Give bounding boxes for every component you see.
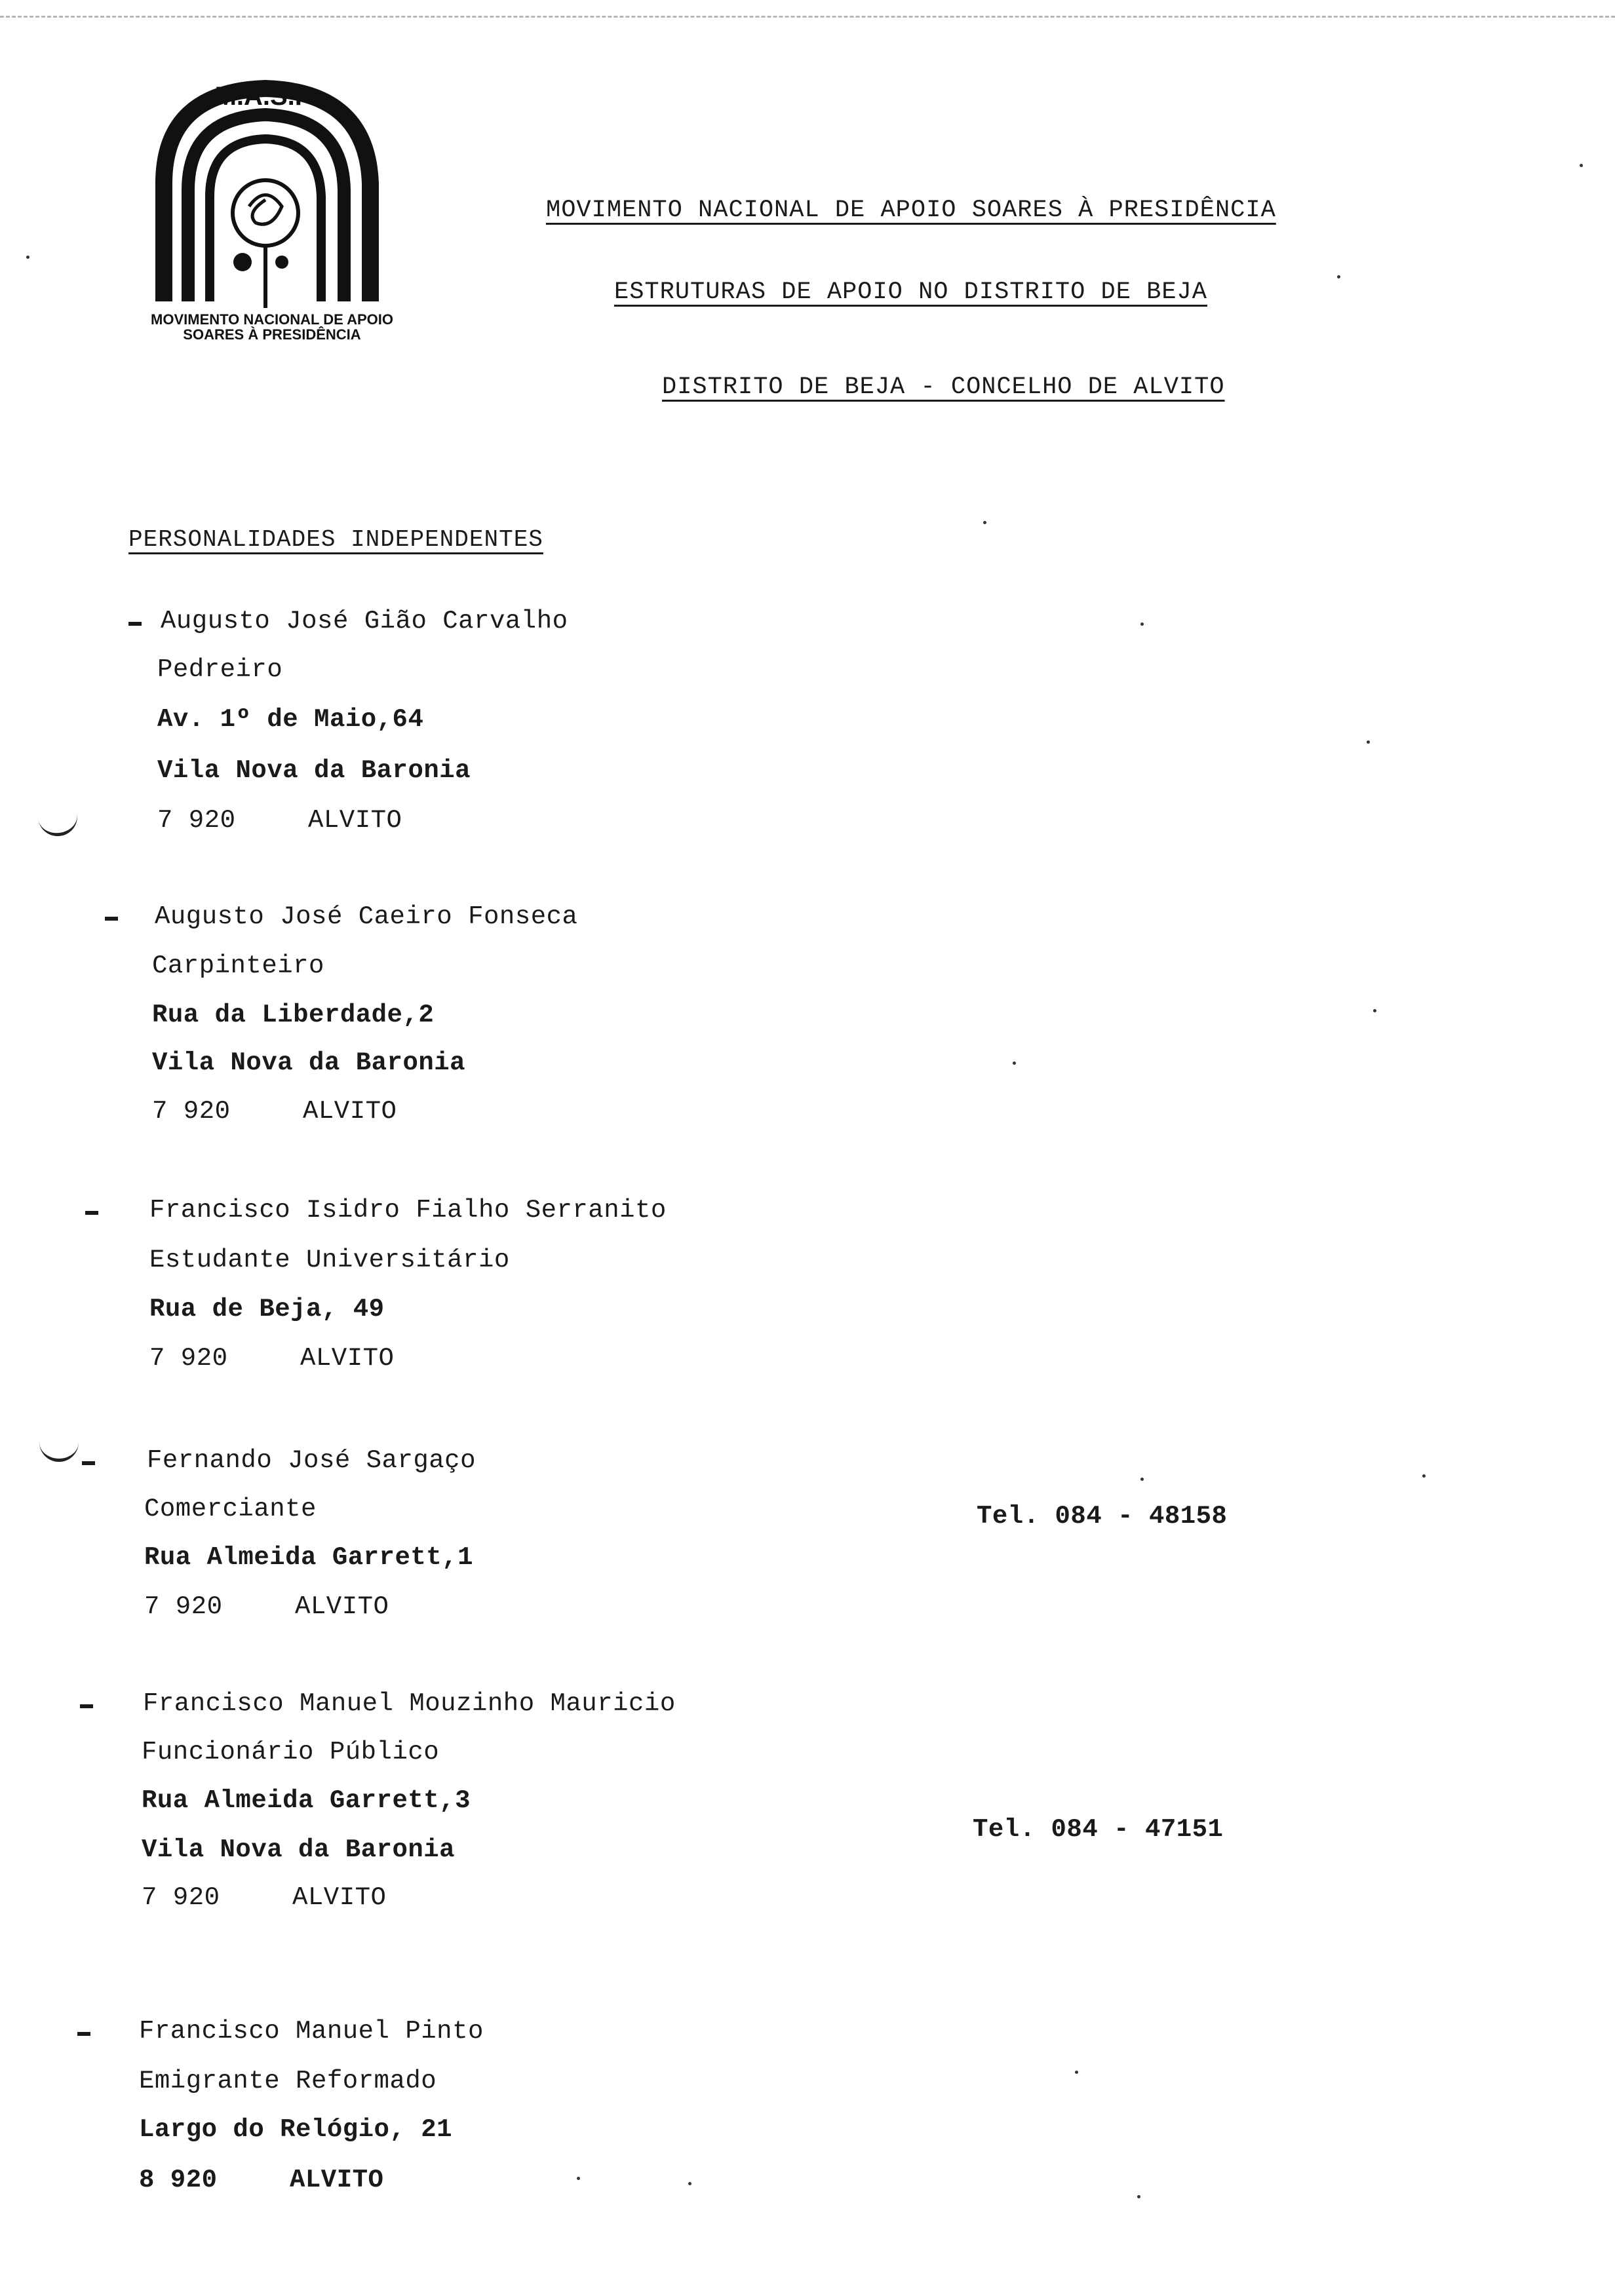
district-heading: DISTRITO DE BEJA - CONCELHO DE ALVITO bbox=[662, 373, 1225, 401]
entry-postal-code: 7 920 bbox=[144, 1592, 223, 1621]
entry-town: ALVITO bbox=[308, 806, 402, 835]
masp-logo bbox=[115, 66, 442, 341]
pen-mark bbox=[38, 813, 80, 839]
logo-text-line2: SOARES À PRESIDÊNCIA bbox=[183, 326, 361, 341]
entry-postal bbox=[139, 2166, 383, 2194]
entry-dash bbox=[82, 1461, 95, 1465]
section-title: PERSONALIDADES INDEPENDENTES bbox=[128, 526, 543, 553]
entry-dash bbox=[128, 622, 142, 626]
entry-postal-code: 8 920 bbox=[139, 2166, 218, 2194]
entry-address: Rua Almeida Garrett,1 bbox=[144, 1543, 473, 1572]
entry-town: ALVITO bbox=[300, 1344, 395, 1373]
entry-dash bbox=[105, 917, 118, 921]
entry-address: Rua da Liberdade,2 bbox=[152, 1001, 435, 1029]
logo-text-line1: MOVIMENTO NACIONAL DE APOIO bbox=[151, 311, 393, 328]
entry-locality: Vila Nova da Baronia bbox=[142, 1835, 456, 1864]
logo-acronym: M.A.S.P. bbox=[214, 82, 317, 111]
entry-address: Av. 1º de Maio,64 bbox=[157, 705, 424, 734]
entry-occupation: Pedreiro bbox=[157, 655, 283, 684]
entry-postal-code: 7 920 bbox=[152, 1097, 231, 1126]
entry-occupation: Comerciante bbox=[144, 1495, 317, 1523]
entry-phone: Tel. 084 - 47151 bbox=[973, 1815, 1224, 1844]
entry-name: Fernando José Sargaço bbox=[147, 1446, 476, 1475]
document-subtitle: ESTRUTURAS DE APOIO NO DISTRITO DE BEJA bbox=[614, 278, 1207, 306]
entry-town: ALVITO bbox=[290, 2166, 384, 2194]
entry-occupation: Emigrante Reformado bbox=[139, 2067, 437, 2095]
entry-dash bbox=[85, 1211, 98, 1215]
entry-occupation: Funcionário Público bbox=[142, 1738, 440, 1767]
masp-logo-graphic bbox=[115, 66, 442, 341]
entry-locality: Vila Nova da Baronia bbox=[157, 756, 471, 785]
entry-name: Francisco Isidro Fialho Serranito bbox=[149, 1196, 667, 1225]
entry-postal-code: 7 920 bbox=[149, 1344, 228, 1373]
entry-town: ALVITO bbox=[292, 1883, 387, 1912]
entry-postal bbox=[144, 1592, 389, 1621]
entry-phone: Tel. 084 - 48158 bbox=[977, 1502, 1228, 1531]
entry-postal bbox=[149, 1344, 394, 1373]
entry-occupation: Carpinteiro bbox=[152, 951, 324, 980]
entry-dash bbox=[77, 2032, 90, 2036]
entry-postal bbox=[152, 1097, 397, 1126]
entry-postal bbox=[157, 806, 402, 835]
entry-address: Rua de Beja, 49 bbox=[149, 1295, 385, 1324]
entry-name: Augusto José Caeiro Fonseca bbox=[155, 902, 578, 931]
entry-postal-code: 7 920 bbox=[142, 1883, 220, 1912]
entry-postal-code: 7 920 bbox=[157, 806, 236, 835]
entry-name: Francisco Manuel Pinto bbox=[139, 2017, 484, 2046]
document-title: MOVIMENTO NACIONAL DE APOIO SOARES À PRESIDÊNCIA bbox=[546, 197, 1276, 224]
entry-town: ALVITO bbox=[295, 1592, 389, 1621]
entry-address: Largo do Relógio, 21 bbox=[139, 2115, 453, 2144]
pen-mark bbox=[39, 1442, 79, 1462]
entry-postal bbox=[142, 1883, 386, 1912]
entry-address: Rua Almeida Garrett,3 bbox=[142, 1786, 471, 1815]
entry-locality: Vila Nova da Baronia bbox=[152, 1048, 466, 1077]
entry-name: Augusto José Gião Carvalho bbox=[161, 607, 568, 636]
entry-occupation: Estudante Universitário bbox=[149, 1246, 510, 1274]
scan-edge bbox=[0, 16, 1615, 18]
entry-name: Francisco Manuel Mouzinho Mauricio bbox=[143, 1689, 676, 1718]
entry-dash bbox=[80, 1704, 93, 1708]
entry-town: ALVITO bbox=[303, 1097, 397, 1126]
